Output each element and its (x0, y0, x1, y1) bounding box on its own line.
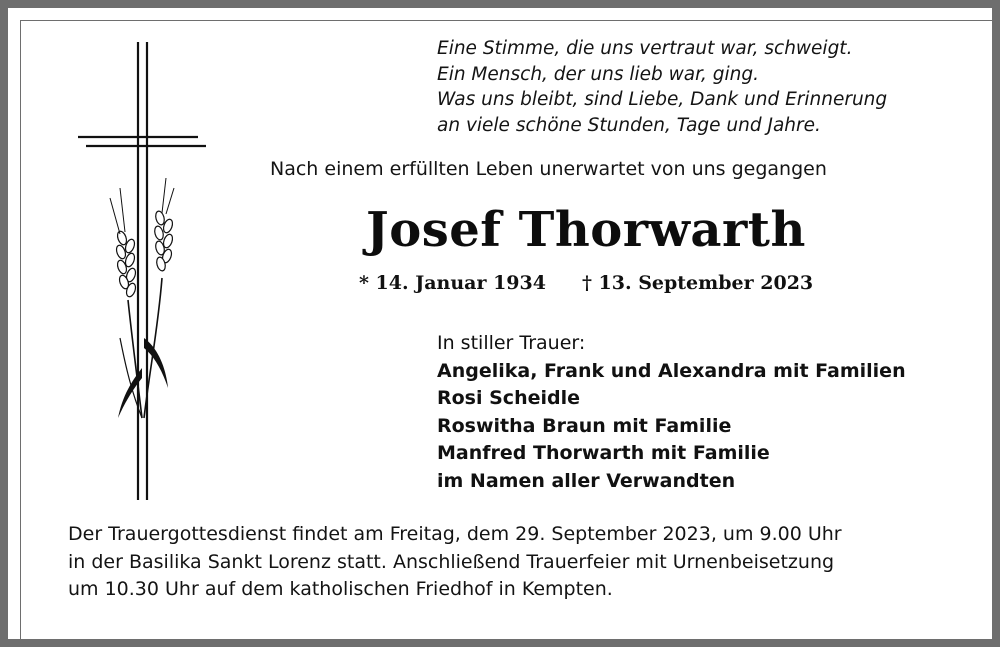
poem (437, 36, 887, 138)
poem-line: an viele schöne Stunden, Tage und Jahre. (437, 114, 821, 136)
mourner-line: Manfred Thorwarth mit Familie (437, 442, 770, 464)
service-line: um 10.30 Uhr auf dem katholischen Friedhof in Kempten. (68, 578, 613, 600)
poem-line: Ein Mensch, der uns lieb war, ging. (437, 63, 760, 85)
mourner-line: Rosi Scheidle (437, 387, 580, 409)
mourning-lead: In stiller Trauer: (437, 332, 586, 354)
mourner-line: Angelika, Frank und Alexandra mit Familien (437, 359, 906, 382)
poem-line: Was uns bleibt, sind Liebe, Dank und Erinnerung (437, 89, 888, 110)
mourners-block (437, 330, 906, 495)
intro-text: Nach einem erfüllten Leben unerwartet von uns gegangen (270, 158, 827, 180)
mourner-line: im Namen aller Verwandten (437, 469, 736, 492)
service-line: Der Trauergottesdienst findet am Freitag, dem 29. September 2023, um 9.00 Uhr (68, 523, 842, 545)
service-info (68, 521, 842, 604)
death-date: † 13. September 2023 (581, 272, 814, 294)
life-dates (359, 272, 813, 294)
mourner-line: Roswitha Braun mit Familie (437, 414, 732, 437)
cross-with-wheat-icon (70, 38, 210, 508)
birth-date: * 14. Januar 1934 (359, 272, 546, 294)
poem-line: Eine Stimme, die uns vertraut war, schweigt. (437, 38, 853, 59)
deceased-name: Josef Thorwarth (366, 202, 806, 258)
service-line: in der Basilika Sankt Lorenz statt. Anschließend Trauerfeier mit Urnenbeisetzung (68, 550, 835, 573)
